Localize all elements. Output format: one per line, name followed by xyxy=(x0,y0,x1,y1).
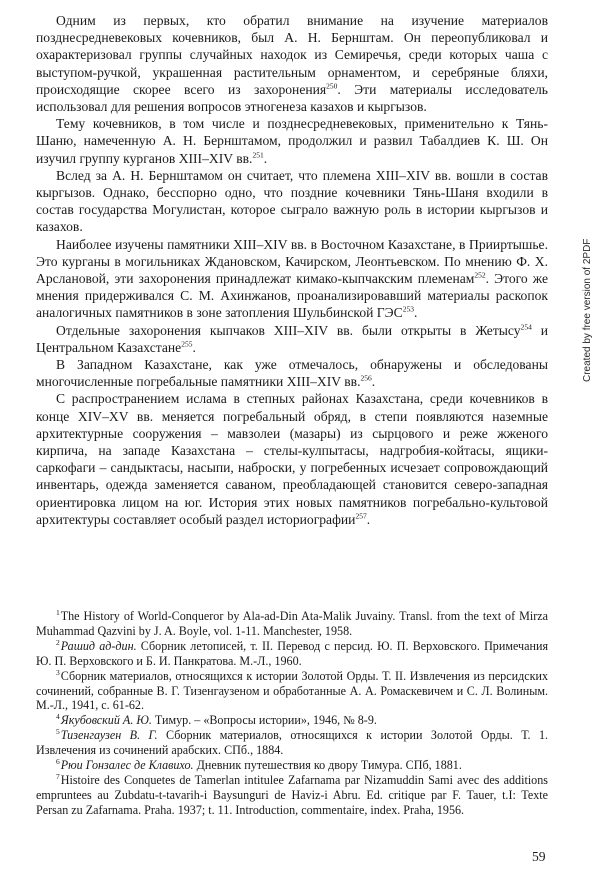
paragraph-1: Одним из первых, кто обратил внимание на изучение материалов позднесредневековых кочевников, был А. Н. Бернштам. Он переопубликовал и охарактеризовал группы случайных находок из Семиречья, среди которых чаша с выступом-ручкой, украшенная растительным орнаментом, и серебряные бляхи, происходящие скорее всего из захоронения$^{250}$. Эти материалы исследователь использовал для решения вопросов этногенеза казахов и кыргызов. xyxy=(36,13,548,115)
watermark xyxy=(582,200,596,382)
footnote-4: $^4$Якубовский А. Ю. Тимур. – «Вопросы истории», 1946, № 8-9. xyxy=(56,712,377,728)
page-number: 59 xyxy=(532,849,546,864)
paragraph-2: Тему кочевников, в том числе и позднесредневековых, применительно к Тянь-Шаню, намеченную А. Н. Бернштамом, продолжил и развил Табалдиев К. Ш. Он изучил группу курганов XIII–XIV вв.$^{251}$. xyxy=(36,116,548,166)
paragraph-7: С распространением ислама в степных районах Казахстана, среди кочевников в конце XIV–XV вв. меняется погребальный обряд, в степи появляются наземные архитектурные сооружения – мавзолеи (мазары) из сырцового и реже жженого кирпича, на западе Казахстана – стелы-кулпытасы, надгробия-койтасы, ящики-саркофаги – сандыктасы, насыпи, наброски, у погребенных исчезает сопровождающий инвентарь, одежда заменяется саваном, преобладающей становится северо-западная ориентировка лицом на юг. История этих новых памятников погребально-культовой архитектуры составляет особый раздел историографии$^{257}$. xyxy=(36,391,548,527)
footnotes xyxy=(36,609,548,818)
footnote-ref-252: 252 xyxy=(474,270,486,280)
footnote-ref-253: 253 xyxy=(402,304,414,314)
footnote-7: $^7$Histoire des Conquetes de Tamerlan intitulee Zafarnama par Nizamuddin Sami avec des additions empruntees au Zubdatu-t-tavarih-i Baysunguri de Haviz-i Abru. Ed. critique par F. Tauer, t.I: Texte Persan zu Zafarnama. Praha. 1937; t. 11. Introduction, commentaire, index. Praha, 1956. xyxy=(36,771,548,817)
footnote-5: $^5$Тизенгаузен В. Г. Сборник материалов, относящихся к истории Золотой Орды. Т. 1. Извлечения из сочинений арабских. СПб., 1884. xyxy=(36,727,549,758)
paragraph-5: Отдельные захоронения кыпчаков XIII–XIV вв. были открыты в Жетысу$^{254}$ и Центральном Казахстане$^{255}$. xyxy=(36,322,548,355)
paragraph-4: Наиболее изучены памятники XIII–XIV вв. в Восточном Казахстане, в Прииртышье. Это курганы в могильниках Ждановском, Качирском, Леонтьевском. По мнению Ф. Х. Арслановой, эти захоронения принадлежат кимако-кыпчакским племенам$^{252}$. Этого же мнения придерживался С. М. Ахинжанов, проанализировавший материалы раскопок аналогичных памятников в зоне затопления Шульбинской ГЭС$^{253}$. xyxy=(36,236,548,321)
footnote-ref-251: 251 xyxy=(252,150,264,160)
footnote-ref-257: 257 xyxy=(355,511,367,521)
paragraph-3: Вслед за А. Н. Бернштамом он считает, что племена XIII–XIV вв. вошли в состав кыргызов. Однако, бесспорно одно, что поздние кочевники Тянь-Шаня входили в состав государства Могулистан, которое сыграло важную роль в истории кыргызов и казахов. xyxy=(36,167,548,235)
watermark-text: Created by free version of 2PDF xyxy=(582,238,593,382)
footnote-ref-255: 255 xyxy=(181,339,193,349)
footnote-ref-254: 254 xyxy=(520,322,532,332)
paragraph-6: В Западном Казахстане, как уже отмечалось, обнаружены и обследованы многочисленные погребальные памятники XIII–XIV вв.$^{256}$. xyxy=(36,357,548,390)
footnote-2: $^2$Рашид ад-дин. Сборник летописей, т. II. Перевод с персид. Ю. П. Верховского. Примечания Ю. П. Верховского и Б. И. Панкратова. М.-Л., 1960. xyxy=(36,637,549,668)
footnote-1: $^1$The History of World-Conqueror by Ala-ad-Din Ata-Malik Juvainy. Transl. from the text of Mirza Muhammad Qazvini by J. A. Boyle, vol. 1-11. Manchester, 1958. xyxy=(36,607,548,638)
footnote-ref-250: 250 xyxy=(326,81,338,91)
footnote-ref-256: 256 xyxy=(360,373,372,383)
main-text xyxy=(36,12,548,528)
footnote-3: $^3$Сборник материалов, относящихся к истории Золотой Орды. Т. II. Извлечения из персидских сочинений, собранные В. Г. Тизенгаузеном и обработанные А. А. Ромаскевичем и С. Л. Волиным. М.-Л., 1941, с. 61-62. xyxy=(36,667,548,713)
footnote-6: $^6$Рюи Гонзалес де Клавихо. Дневник путешествия ко двору Тимура. СПб, 1881. xyxy=(56,757,462,773)
